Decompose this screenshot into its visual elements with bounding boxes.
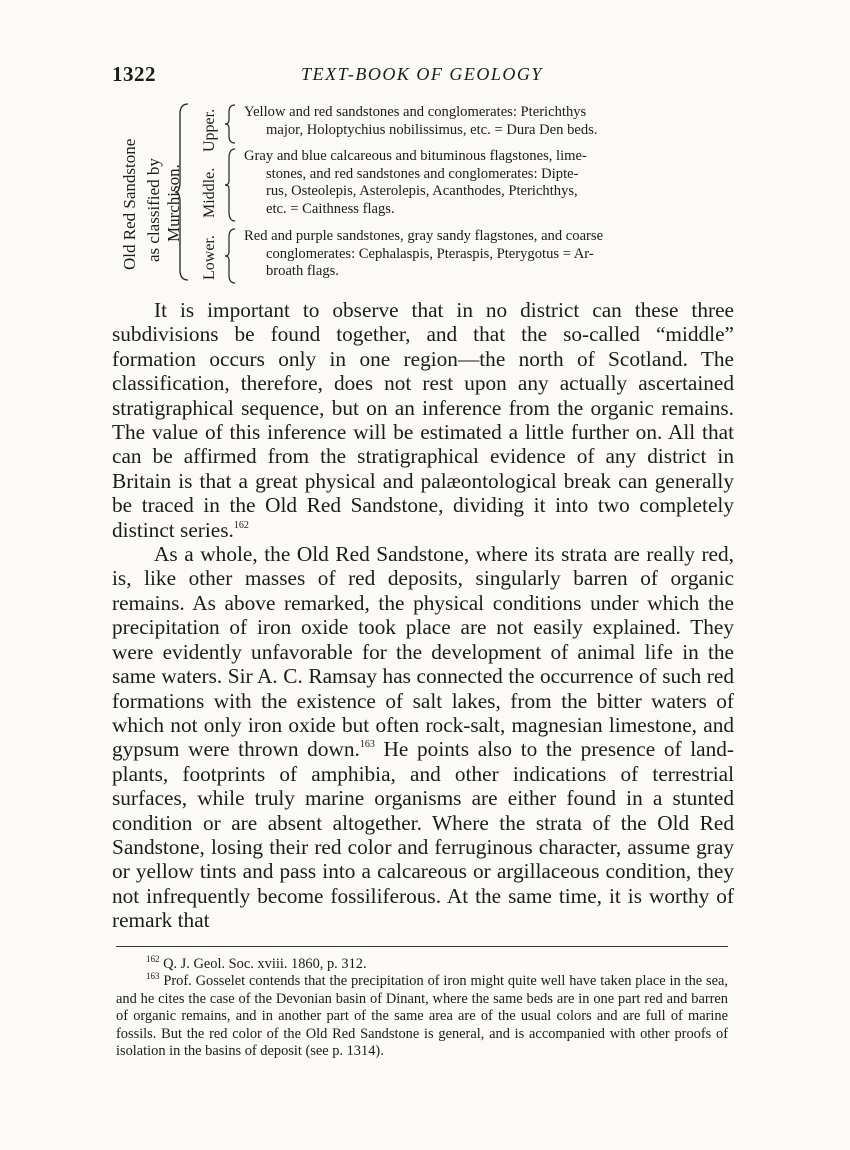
side-label-line1: Old Red Sandstone — [120, 138, 139, 270]
subdivision-middle-label: Middle. — [201, 167, 218, 218]
footnote-divider — [116, 946, 728, 947]
upper-entry: Yellow and red sandstones and conglomerates: Pterichthys major, Holoptychius nobilissimus, etc. = Dura Den beds. — [244, 104, 598, 138]
classification-table — [112, 100, 734, 290]
paragraph-2: As a whole, the Old Red Sandstone, where its strata are really red, is, like other masses of red deposits, singularly barren of organic remains. As above remarked, the physical conditions under which the precipitation of iron oxide took place are not easily explained. They were evidently unfavorable for the development of animal life in the same waters. Sir A. C. Ramsay has connected the occurrence of such red formations with the existence of salt lakes, from the bitter waters of which not only iron oxide but often rock-salt, magnesian limestone, and gypsum were thrown down.$^{163}$ He points also to the presence of land-plants, footprints of amphibia, and other indications of terrestrial surfaces, while truly marine organisms are either found in a stunted condition or are absent altogether. Where the strata of the Old Red Sandstone, losing their red color and ferruginous character, assume gray or yellow tints and pass into a calcareous or argillaceous condition, they not infrequently become fossiliferous. At the same time, it is worthy of remark that — [112, 542, 735, 933]
lower-brace-icon — [224, 228, 236, 284]
left-brace-icon — [174, 102, 190, 282]
subdivision-upper-label: Upper. — [201, 108, 218, 152]
paragraph-1: It is important to observe that in no district can these three subdivisions be found together, and that the so-called “middle” formation occurs only in one region—the north of Scotland. The classification, therefore, does not rest upon any actually ascertained stratigraphical sequence, but on an inference from the organic remains. The value of this inference will be estimated a little further on. All that can be affirmed from the stratigraphical evidence of any district in Britain is that a great physical and palæontological break can generally be traced in the Old Red Sandstone, dividing it into two completely distinct series.$^{162}$ — [112, 298, 734, 542]
running-title: TEXT-BOOK OF GEOLOGY — [301, 64, 543, 84]
footnote-ref-162: 162 — [233, 519, 249, 531]
subdivision-lower-label: Lower. — [201, 235, 218, 280]
page-number: 1322 — [112, 62, 156, 86]
footnote-162: $^{162}$ Q. J. Geol. Soc. xviii. 1860, p. 312. — [146, 954, 367, 972]
side-label-line3: Murchison. — [164, 164, 183, 243]
upper-brace-icon — [224, 104, 236, 144]
footnote-163: $^{163}$ Prof. Gosselet contends that the precipitation of iron might quite well have taken place in the sea, and he cites the case of the Devonian basin of Dinant, where the same beds are in one part red and barren of organic remains, and in another part of the same area are of the usual colors and are full of marine fossils. But the red color of the Old Red Sandstone is general, and is accompanied with other proofs of isolation in the basins of deposit (see p. 1314). — [116, 971, 728, 1060]
lower-entry: Red and purple sandstones, gray sandy flagstones, and coarse conglomerates: Cephalaspis, Pteraspis, Pterygotus = Ar- broath flags. — [244, 228, 604, 279]
body-text — [112, 298, 734, 933]
footnote-ref-163: 163 — [359, 739, 375, 751]
footnotes — [116, 956, 728, 1060]
page-header — [112, 62, 732, 92]
side-label-line2: as classified by Murchison. — [144, 158, 183, 262]
middle-entry: Gray and blue calcareous and bituminous flagstones, lime- stones, and red sandstones and conglomerates: Dipte- rus, Osteolepis, Asterolepis, Acanthodes, Pterichthys, etc. = Caithness flags. — [244, 148, 587, 217]
middle-brace-icon — [224, 148, 236, 222]
